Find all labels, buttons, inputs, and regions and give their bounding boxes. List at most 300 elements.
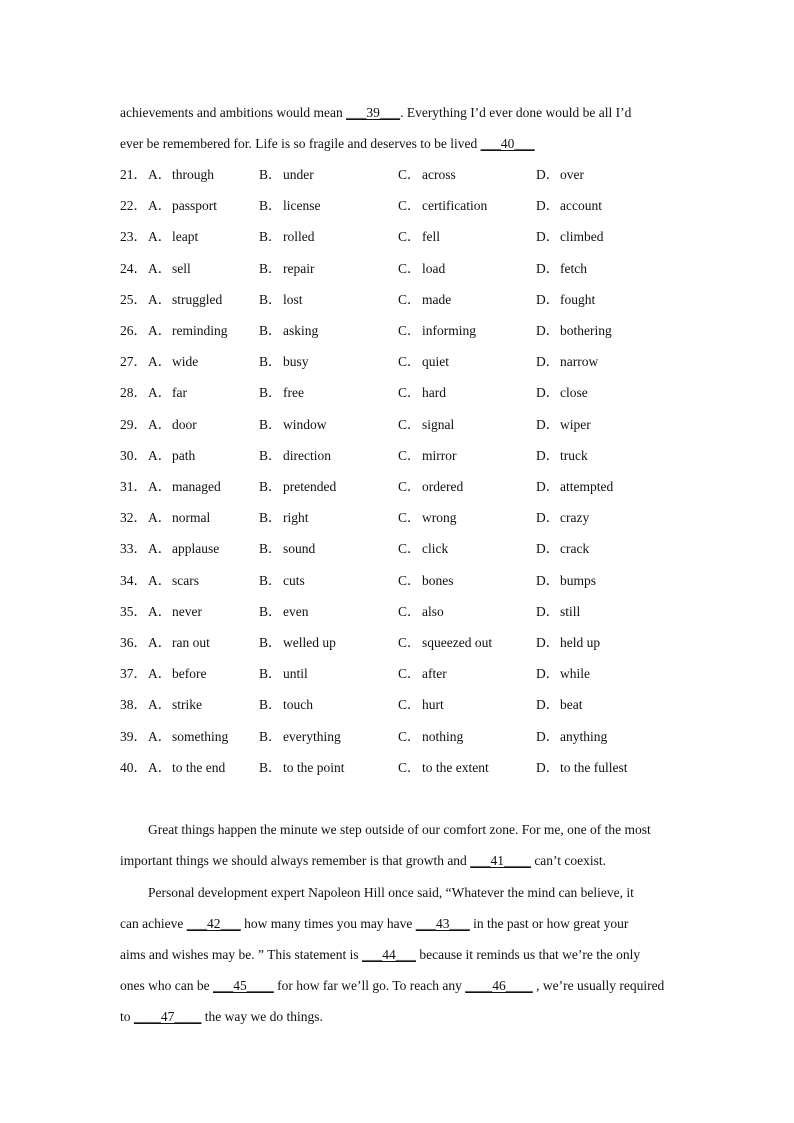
option-letter: D． [536, 760, 560, 775]
passage-text: aims and wishes may be. ” This statement is [120, 947, 362, 962]
answer-option [148, 665, 206, 683]
option-letter: D． [536, 510, 560, 525]
answer-option [259, 759, 345, 777]
option-text: truck [560, 448, 588, 463]
blank-45: ___45____ [212, 978, 274, 993]
answer-option [398, 166, 456, 184]
option-letter: C． [398, 573, 421, 588]
option-text: pretended [283, 479, 337, 494]
option-letter: B． [259, 666, 282, 681]
answer-option [398, 291, 451, 309]
option-text: anything [560, 729, 608, 744]
option-text: close [560, 385, 588, 400]
answer-option [148, 759, 225, 777]
answer-option [398, 197, 487, 215]
question-row [120, 416, 680, 434]
option-text: right [283, 510, 309, 525]
answer-option [259, 166, 314, 184]
option-letter: A． [148, 479, 172, 494]
option-letter: B． [259, 385, 282, 400]
blank-43: ___43___ [415, 916, 470, 931]
question-row [120, 728, 680, 746]
answer-option [536, 228, 604, 246]
option-text: even [283, 604, 309, 619]
answer-option [398, 634, 492, 652]
option-letter: B． [259, 635, 282, 650]
option-text: wide [172, 354, 199, 369]
option-text: struggled [172, 292, 223, 307]
question-row [120, 540, 680, 558]
option-letter: C． [398, 635, 421, 650]
question-row [120, 509, 680, 527]
answer-option [398, 603, 444, 621]
answer-option [536, 759, 628, 777]
question-number: 34． [120, 573, 147, 588]
option-letter: A． [148, 323, 172, 338]
answer-option [398, 665, 447, 683]
option-text: fetch [560, 261, 587, 276]
option-letter: C． [398, 229, 421, 244]
option-letter: A． [148, 292, 172, 307]
answer-option [148, 634, 210, 652]
option-text: to the point [283, 760, 345, 775]
option-text: attempted [560, 479, 614, 494]
question-number: 36． [120, 635, 147, 650]
passage-line [120, 135, 680, 153]
option-text: quiet [422, 354, 449, 369]
blank-46: ____46____ [465, 978, 533, 993]
option-text: signal [422, 417, 455, 432]
option-letter: B． [259, 604, 282, 619]
option-letter: B． [259, 448, 282, 463]
option-letter: A． [148, 510, 172, 525]
question-number: 21． [120, 167, 147, 182]
option-text: door [172, 417, 197, 432]
question-row [120, 197, 680, 215]
answer-option [259, 509, 309, 527]
option-text: until [283, 666, 308, 681]
answer-option [536, 166, 584, 184]
option-text: managed [172, 479, 221, 494]
passage-line [120, 977, 680, 995]
answer-option [536, 291, 595, 309]
answer-option [536, 384, 588, 402]
answer-option [148, 197, 217, 215]
answer-option [148, 509, 210, 527]
answer-option [259, 353, 309, 371]
question-row [120, 228, 680, 246]
option-letter: A． [148, 604, 172, 619]
answer-option [536, 728, 607, 746]
answer-option [259, 728, 341, 746]
question-number: 28． [120, 385, 147, 400]
answer-option [398, 509, 457, 527]
option-letter: A． [148, 666, 172, 681]
option-letter: D． [536, 697, 560, 712]
option-text: load [422, 261, 446, 276]
answer-option [536, 447, 588, 465]
question-row [120, 322, 680, 340]
option-letter: B． [259, 697, 282, 712]
answer-option [148, 540, 219, 558]
passage-text: ones who can be [120, 978, 213, 993]
question-number: 31． [120, 479, 147, 494]
option-text: crazy [560, 510, 590, 525]
option-letter: D． [536, 448, 560, 463]
option-text: after [422, 666, 447, 681]
option-letter: C． [398, 167, 421, 182]
option-text: reminding [172, 323, 228, 338]
option-text: still [560, 604, 581, 619]
option-letter: C． [398, 292, 421, 307]
option-letter: D． [536, 479, 560, 494]
question-number: 30． [120, 448, 147, 463]
option-text: lost [283, 292, 303, 307]
answer-option [398, 353, 449, 371]
option-text: sell [172, 261, 191, 276]
answer-option [536, 416, 591, 434]
option-letter: C． [398, 354, 421, 369]
option-letter: A． [148, 541, 172, 556]
answer-option [259, 572, 305, 590]
option-letter: C． [398, 604, 421, 619]
passage-text: important things we should always remember is that growth and [120, 853, 471, 868]
answer-option [259, 696, 313, 714]
question-row [120, 572, 680, 590]
answer-option [259, 228, 315, 246]
option-text: cuts [283, 573, 305, 588]
option-letter: B． [259, 261, 282, 276]
passage-line [120, 852, 680, 870]
passage-text: the way we do things. [201, 1009, 323, 1024]
option-letter: B． [259, 573, 282, 588]
answer-option [398, 540, 448, 558]
option-letter: B． [259, 760, 282, 775]
answer-option [398, 759, 489, 777]
option-text: rolled [283, 229, 315, 244]
option-text: scars [172, 573, 199, 588]
option-letter: A． [148, 229, 172, 244]
option-letter: C． [398, 385, 421, 400]
option-letter: B． [259, 729, 282, 744]
option-letter: D． [536, 354, 560, 369]
option-letter: B． [259, 229, 282, 244]
blank-40: ___40___ [480, 136, 535, 151]
passage-line [148, 821, 708, 839]
option-text: climbed [560, 229, 604, 244]
option-letter: D． [536, 261, 560, 276]
answer-option [259, 478, 336, 496]
option-letter: A． [148, 417, 172, 432]
option-text: welled up [283, 635, 336, 650]
passage-text: can’t coexist. [530, 853, 607, 868]
passage-text: achievements and ambitions would mean [120, 105, 347, 120]
answer-option [148, 260, 191, 278]
answer-option [398, 416, 454, 434]
answer-option [148, 416, 197, 434]
option-letter: C． [398, 729, 421, 744]
option-text: direction [283, 448, 331, 463]
answer-option [536, 540, 589, 558]
option-letter: C． [398, 198, 421, 213]
question-number: 35． [120, 604, 147, 619]
option-letter: B． [259, 479, 282, 494]
option-letter: B． [259, 167, 282, 182]
option-letter: B． [259, 354, 282, 369]
option-text: narrow [560, 354, 599, 369]
answer-option [148, 447, 195, 465]
question-number: 25． [120, 292, 147, 307]
question-row [120, 447, 680, 465]
option-text: something [172, 729, 229, 744]
question-row [120, 665, 680, 683]
option-text: nothing [422, 729, 464, 744]
option-letter: D． [536, 573, 560, 588]
option-text: never [172, 604, 202, 619]
answer-option [536, 572, 596, 590]
passage-text: in the past or how great your [469, 916, 629, 931]
option-text: over [560, 167, 584, 182]
option-text: to the end [172, 760, 226, 775]
option-text: leapt [172, 229, 199, 244]
option-text: certification [422, 198, 488, 213]
option-text: everything [283, 729, 341, 744]
answer-option [398, 478, 463, 496]
option-letter: D． [536, 666, 560, 681]
option-text: repair [283, 261, 315, 276]
question-number: 22． [120, 198, 147, 213]
answer-option [536, 353, 598, 371]
option-text: fell [422, 229, 440, 244]
option-text: window [283, 417, 327, 432]
answer-option [259, 384, 304, 402]
option-text: touch [283, 697, 313, 712]
answer-option [148, 166, 214, 184]
option-letter: C． [398, 323, 421, 338]
question-row [120, 634, 680, 652]
option-letter: C． [398, 760, 421, 775]
option-letter: D． [536, 385, 560, 400]
answer-option [259, 322, 318, 340]
answer-option [259, 260, 314, 278]
question-row [120, 603, 680, 621]
option-letter: C． [398, 417, 421, 432]
answer-option [536, 322, 612, 340]
answer-option [536, 478, 613, 496]
option-letter: B． [259, 510, 282, 525]
question-number: 40． [120, 760, 147, 775]
option-text: made [422, 292, 452, 307]
question-row [120, 696, 680, 714]
answer-option [259, 603, 308, 621]
passage-text: ever be remembered for. Life is so fragile and deserves to be lived [120, 136, 481, 151]
option-text: through [172, 167, 214, 182]
passage-text: for how far we’ll go. To reach any [273, 978, 466, 993]
question-number: 39． [120, 729, 147, 744]
option-letter: D． [536, 729, 560, 744]
option-text: click [422, 541, 449, 556]
answer-option [148, 228, 198, 246]
answer-option [536, 634, 600, 652]
passage-line [120, 946, 680, 964]
option-text: beat [560, 697, 583, 712]
passage-line [120, 104, 680, 122]
question-row [120, 260, 680, 278]
answer-option [398, 447, 457, 465]
option-text: ordered [422, 479, 464, 494]
question-number: 37． [120, 666, 147, 681]
answer-option [536, 665, 590, 683]
option-letter: A． [148, 261, 172, 276]
passage-text: because it reminds us that we’re the only [415, 947, 641, 962]
answer-option [148, 478, 221, 496]
option-text: also [422, 604, 444, 619]
option-letter: D． [536, 229, 560, 244]
option-letter: C． [398, 479, 421, 494]
option-letter: A． [148, 729, 172, 744]
option-text: informing [422, 323, 476, 338]
answer-option [148, 353, 198, 371]
option-letter: A． [148, 635, 172, 650]
question-row [120, 478, 680, 496]
question-number: 23． [120, 229, 147, 244]
option-text: under [283, 167, 314, 182]
answer-option [536, 509, 589, 527]
blank-41: ___41____ [470, 853, 531, 868]
passage-text: can achieve [120, 916, 187, 931]
option-text: to the extent [422, 760, 489, 775]
answer-option [259, 665, 308, 683]
option-letter: D． [536, 635, 560, 650]
option-letter: C． [398, 666, 421, 681]
question-number: 33． [120, 541, 147, 556]
option-letter: C． [398, 448, 421, 463]
option-letter: D． [536, 541, 560, 556]
option-letter: C． [398, 541, 421, 556]
passage-line [120, 1008, 680, 1026]
question-row [120, 759, 680, 777]
question-number: 38． [120, 697, 147, 712]
option-letter: D． [536, 323, 560, 338]
option-letter: A． [148, 167, 172, 182]
option-text: crack [560, 541, 590, 556]
passage-text: , we’re usually required [532, 978, 665, 993]
question-number: 27． [120, 354, 147, 369]
option-text: strike [172, 697, 202, 712]
option-letter: A． [148, 760, 172, 775]
option-letter: B． [259, 292, 282, 307]
option-text: hard [422, 385, 446, 400]
option-text: bones [422, 573, 454, 588]
answer-option [148, 384, 187, 402]
answer-option [536, 197, 602, 215]
option-text: fought [560, 292, 596, 307]
answer-option [398, 260, 445, 278]
passage-text: . Everything I’d ever done would be all I’d [400, 105, 632, 120]
blank-47: ____47____ [133, 1009, 202, 1024]
answer-option [259, 197, 320, 215]
answer-option [148, 322, 228, 340]
answer-option [398, 322, 476, 340]
passage-line [120, 915, 680, 933]
question-row [120, 384, 680, 402]
option-letter: C． [398, 510, 421, 525]
answer-option [259, 416, 327, 434]
option-text: path [172, 448, 196, 463]
blank-39: ___39___ [346, 105, 401, 120]
option-letter: D． [536, 417, 560, 432]
option-text: bothering [560, 323, 612, 338]
option-text: held up [560, 635, 601, 650]
answer-option [536, 696, 583, 714]
option-letter: D． [536, 167, 560, 182]
answer-option [259, 540, 315, 558]
passage-line [148, 884, 708, 902]
answer-option [148, 291, 222, 309]
option-text: sound [283, 541, 316, 556]
answer-option [398, 572, 454, 590]
answer-option [148, 572, 199, 590]
passage-text: Great things happen the minute we step outside of our comfort zone. For me, one of the most [148, 822, 651, 837]
answer-option [259, 447, 331, 465]
passage-text: Personal development expert Napoleon Hill once said, “Whatever the mind can believe, it [148, 885, 634, 900]
answer-option [148, 728, 228, 746]
option-text: bumps [560, 573, 597, 588]
option-letter: D． [536, 604, 560, 619]
passage-text: to [120, 1009, 134, 1024]
option-letter: A． [148, 385, 172, 400]
answer-option [398, 696, 444, 714]
option-text: across [422, 167, 456, 182]
answer-option [536, 260, 587, 278]
option-text: hurt [422, 697, 444, 712]
question-row [120, 166, 680, 184]
option-text: free [283, 385, 304, 400]
option-text: before [172, 666, 207, 681]
answer-option [259, 291, 303, 309]
option-text: busy [283, 354, 309, 369]
option-text: far [172, 385, 187, 400]
option-text: wrong [422, 510, 457, 525]
option-text: normal [172, 510, 211, 525]
answer-option [398, 728, 463, 746]
option-letter: C． [398, 261, 421, 276]
option-text: while [560, 666, 590, 681]
option-letter: B． [259, 417, 282, 432]
option-text: passport [172, 198, 217, 213]
option-letter: B． [259, 541, 282, 556]
question-row [120, 291, 680, 309]
answer-option [148, 603, 202, 621]
question-number: 32． [120, 510, 147, 525]
option-letter: B． [259, 323, 282, 338]
blank-42: ___42___ [186, 916, 241, 931]
passage-text: how many times you may have [240, 916, 416, 931]
question-number: 26． [120, 323, 147, 338]
option-letter: A． [148, 448, 172, 463]
option-text: license [283, 198, 321, 213]
question-number: 24． [120, 261, 147, 276]
question-number: 29． [120, 417, 147, 432]
answer-option [398, 384, 446, 402]
answer-option [148, 696, 202, 714]
option-text: squeezed out [422, 635, 493, 650]
option-text: applause [172, 541, 220, 556]
answer-option [398, 228, 440, 246]
question-row [120, 353, 680, 371]
option-letter: B． [259, 198, 282, 213]
option-letter: A． [148, 573, 172, 588]
